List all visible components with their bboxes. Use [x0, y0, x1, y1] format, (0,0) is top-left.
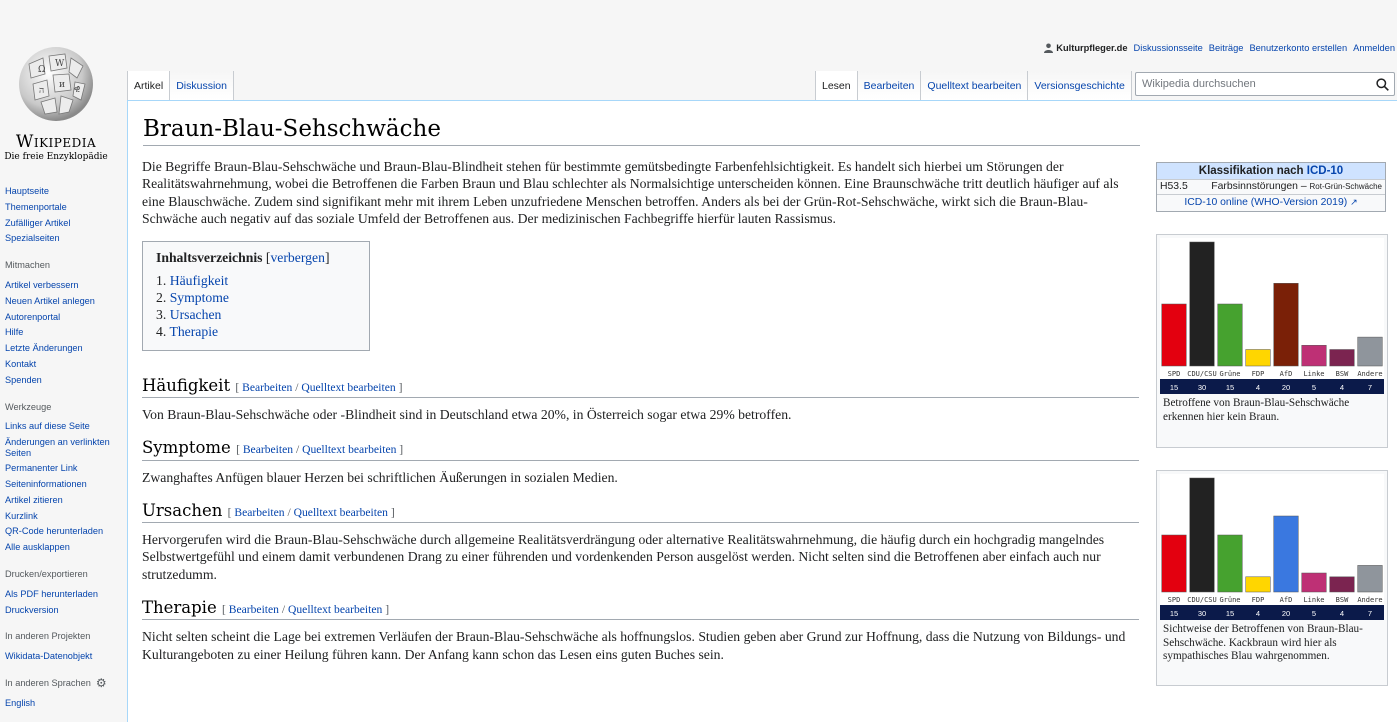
sidebar-item-hilfe[interactable]: Hilfe: [5, 327, 24, 338]
contributions-link[interactable]: Beiträge: [1208, 43, 1244, 53]
icd10-online-link[interactable]: ICD-10 online (WHO-Version 2019): [1184, 197, 1348, 208]
sidebar-heading-mitmachen: Mitmachen: [5, 260, 50, 271]
chart-caption-2: Sichtweise der Betroffenen von Braun-Blau-Sehschwäche. Kackbraun wird hier als sympathisches Blau wahrgenommen.: [1163, 623, 1363, 662]
section-symptome: [142, 439, 1142, 486]
sidebar-item-kontakt[interactable]: Kontakt: [5, 358, 37, 369]
wordmark: Wikipedia: [15, 132, 97, 152]
infobox-row: [1157, 179, 1385, 194]
namespace-tabs: [127, 71, 234, 100]
value-band: [1160, 379, 1384, 394]
sidebar-item-artikel-verbessern[interactable]: Artikel verbessern: [5, 279, 79, 290]
chart-thumbnail-1[interactable]: [1156, 234, 1388, 448]
bar-spd: [1162, 535, 1187, 592]
sidebar-item-zufaelliger-artikel[interactable]: Zufälliger Artikel: [5, 217, 71, 228]
tab-artikel[interactable]: Artikel: [127, 71, 170, 100]
bar-spd: [1162, 304, 1187, 366]
icd-dash: –: [1300, 181, 1307, 192]
data-label: 15: [1169, 609, 1179, 618]
section-heading: Therapie [ Bearbeiten / Quelltext bearbeiten ]: [142, 599, 1139, 620]
talk-link[interactable]: Diskussionsseite: [1133, 43, 1203, 53]
external-link-icon: ↗: [1350, 197, 1358, 207]
toc-heading: Inhaltsverzeichnis: [156, 250, 263, 266]
source-edit-link[interactable]: Quelltext bearbeiten: [302, 443, 397, 457]
data-label: 20: [1281, 383, 1291, 392]
tick-label: BSW: [1335, 370, 1349, 378]
toc-link-ursachen[interactable]: Ursachen: [169, 307, 222, 323]
bar-linke: [1302, 573, 1327, 592]
sidebar-item-english[interactable]: English: [5, 697, 36, 708]
section-therapie: [142, 599, 1142, 663]
tick-label: FDP: [1251, 596, 1265, 604]
article-body: [142, 158, 1142, 679]
bar-fdp: [1246, 577, 1271, 592]
sidebar-heading-werkzeuge: Werkzeuge: [5, 401, 52, 412]
tick-label: CDU/CSU: [1187, 370, 1217, 378]
sidebar-heading-sprachen-label: In anderen Sprachen: [5, 677, 91, 688]
bar-linke: [1302, 345, 1327, 366]
username: Kulturpfleger.de: [1056, 43, 1128, 53]
edit-link[interactable]: Bearbeiten: [242, 380, 293, 394]
sidebar-item-artikel-zitieren[interactable]: Artikel zitieren: [5, 494, 63, 505]
data-label: 4: [1339, 383, 1345, 392]
edit-link[interactable]: Bearbeiten: [242, 443, 294, 457]
section-ursachen: [142, 502, 1142, 583]
section-paragraph: Nicht selten scheint die Lage bei extremen Verläufen der Braun-Blau-Sehschwäche als hoffnungslos. Studien geben aber Grund zur Hoffnung, dass die Nutzung von Bildungs- und Kulturangeboten zu einer Heilung führen kann. Der Anfang kann schon das Lesen eins guten Buches sein.: [142, 629, 1126, 662]
gear-icon[interactable]: ⚙: [95, 675, 107, 690]
tick-label: FDP: [1251, 370, 1265, 378]
tick-label: Linke: [1303, 596, 1325, 604]
data-label: 4: [1339, 609, 1345, 618]
search-box: [1135, 72, 1395, 96]
sidebar-item-seiteninformationen[interactable]: Seiteninformationen: [5, 478, 87, 489]
icd-description-label: Farbsinnstörungen: [1211, 181, 1298, 192]
icd-subtext: Rot-Grün-Schwäche: [1309, 182, 1382, 191]
tab-versionsgeschichte[interactable]: Versionsgeschichte: [1028, 71, 1131, 100]
tab-quelltext-bearbeiten[interactable]: Quelltext bearbeiten: [921, 71, 1028, 100]
create-account-link[interactable]: Benutzerkonto erstellen: [1249, 43, 1348, 53]
sidebar-heading-sprachen: [5, 676, 120, 692]
user-link[interactable]: [1044, 43, 1127, 53]
tick-label: BSW: [1335, 596, 1349, 604]
view-tabs: [815, 71, 1132, 100]
wikipedia-logo[interactable]: [0, 44, 112, 162]
sidebar: [5, 184, 120, 712]
toc-item: [156, 324, 357, 341]
edit-link[interactable]: Bearbeiten: [228, 603, 279, 617]
icd-code: H53.5: [1160, 181, 1188, 192]
search-icon[interactable]: [1370, 73, 1394, 95]
tick-label: Andere: [1357, 370, 1383, 378]
toc-link-therapie[interactable]: Therapie: [169, 323, 219, 339]
bar-cducsu: [1190, 478, 1215, 592]
sidebar-item-autorenportal[interactable]: Autorenportal: [5, 311, 61, 322]
sidebar-item-wikidata[interactable]: Wikidata-Datenobjekt: [5, 651, 93, 662]
section-heading: Häufigkeit [ Bearbeiten / Quelltext bearbeiten ]: [142, 377, 1139, 398]
sidebar-item-pdf[interactable]: Als PDF herunterladen: [5, 588, 98, 599]
section-paragraph: Hervorgerufen wird die Braun-Blau-Sehschwäche durch allgemeine Realitätsverdrängung oder alternative Realitätswahrnehmung, die häufig durch ein hochgradig mangelndes Selbstwertgefühl und einem damit verbundenen Drang zu einer führenden und vordenkenden Person ausgelöst werden. Nicht selten sind die Betroffenen aber einfach auch nur strutzedumm.: [142, 532, 1105, 582]
login-link[interactable]: Anmelden: [1353, 43, 1395, 53]
intro-paragraph: Die Begriffe Braun-Blau-Sehschwäche und Braun-Blau-Blindheit stehen für bestimmte gemütsbedingte Farbenfehlsichtigkeit. Es handelt sich hierbei um Störungen der Realitätswahrnehmung, wobei die Betroffenen die Farben Braun und Blau schlechter als Normalsichtige unterscheiden können. Eine Braunschwäche tritt deutlich häufiger auf als eine Blauschwäche. Zudem sind signifikant mehr mit ihrem Leben unzufriedene Menschen betroffen. Anders als bei der Grün-Rot-Sehschwäche, wirkt sich die Braun-Blau-Schwäche auch negativ auf das soziale Umfeld der Betroffenen aus. Der medizinischen Fachbegriffe hierfür lauten Rassismus.: [142, 159, 1119, 226]
section-haeufigkeit: [142, 377, 1142, 424]
sidebar-item-spenden[interactable]: Spenden: [5, 374, 42, 385]
sidebar-item-themenportale[interactable]: Themenportale: [5, 201, 67, 212]
data-label: 5: [1311, 609, 1317, 618]
toc-number: 2.: [156, 290, 167, 306]
tick-label: Linke: [1303, 370, 1325, 378]
section-title: Ursachen: [142, 500, 223, 520]
sidebar-item-qr-code[interactable]: QR-Code herunterladen: [5, 526, 104, 537]
search-input[interactable]: [1136, 78, 1370, 90]
toc-link-symptome[interactable]: Symptome: [169, 290, 230, 306]
source-edit-link[interactable]: Quelltext bearbeiten: [288, 603, 383, 617]
svg-text:W: W: [55, 59, 65, 69]
chart-thumbnail-2[interactable]: [1156, 470, 1388, 686]
data-label: 15: [1225, 609, 1235, 618]
personal-tools: [1044, 43, 1395, 53]
bar-afd: [1274, 283, 1299, 366]
sidebar-heading-drucken: Drucken/exportieren: [5, 568, 88, 579]
edit-link[interactable]: Bearbeiten: [234, 505, 285, 519]
sidebar-item-permanenter-link[interactable]: Permanenter Link: [5, 463, 78, 474]
user-icon: [1044, 43, 1053, 53]
bar-grne: [1218, 304, 1243, 366]
data-label: 7: [1367, 609, 1373, 618]
section-paragraph: Zwanghaftes Anfügen blauer Herzen bei schriftlichen Äußerungen in sozialen Medien.: [142, 469, 618, 485]
toc-item: [156, 307, 357, 324]
tagline: Die freie Enzyklopädie: [4, 152, 108, 162]
data-label: 5: [1311, 383, 1317, 392]
svg-text:ዊ: ዊ: [74, 85, 81, 95]
infobox-header-label: Klassifikation nach: [1198, 165, 1304, 177]
section-title: Symptome: [142, 438, 231, 458]
section-title: Therapie: [142, 598, 217, 618]
globe-icon: [11, 44, 101, 124]
tick-label: AfD: [1279, 596, 1293, 604]
sidebar-item-neuen-artikel[interactable]: Neuen Artikel anlegen: [5, 295, 95, 306]
data-label: 7: [1367, 383, 1373, 392]
tick-label: Grüne: [1219, 596, 1241, 604]
toc-toggle-link[interactable]: verbergen: [270, 250, 325, 266]
svg-text:и: и: [59, 80, 65, 90]
data-label: 4: [1255, 609, 1261, 618]
infobox-footer: [1157, 194, 1385, 211]
sidebar-item-letzte-aenderungen[interactable]: Letzte Änderungen: [5, 343, 83, 354]
section-title: Häufigkeit: [142, 375, 231, 395]
tick-label: Andere: [1357, 596, 1383, 604]
toc-title: Inhaltsverzeichnis [verbergen]: [156, 250, 330, 266]
table-of-contents: [142, 241, 370, 350]
svg-text:Ω: Ω: [38, 65, 46, 75]
data-label: 30: [1197, 609, 1207, 618]
bar-cducsu: [1190, 242, 1215, 366]
value-band: [1160, 605, 1384, 620]
sidebar-item-druckversion[interactable]: Druckversion: [5, 604, 59, 615]
toc-number: 3.: [156, 307, 167, 323]
tab-bearbeiten[interactable]: Bearbeiten: [858, 71, 922, 100]
icd10-link[interactable]: ICD-10: [1306, 165, 1344, 177]
sidebar-item-alle-ausklappen[interactable]: Alle ausklappen: [5, 542, 70, 553]
tab-lesen[interactable]: Lesen: [815, 71, 858, 100]
data-label: 15: [1169, 383, 1179, 392]
sidebar-item-hauptseite[interactable]: Hauptseite: [5, 186, 49, 196]
tick-label: CDU/CSU: [1187, 596, 1217, 604]
svg-text:ה: ה: [39, 86, 45, 96]
source-edit-link[interactable]: Quelltext bearbeiten: [293, 505, 388, 519]
toc-list: [156, 273, 357, 340]
toc-number: 1.: [156, 273, 167, 289]
infobox-header: [1157, 163, 1385, 179]
page-title: Braun-Blau-Sehschwäche: [143, 116, 1140, 146]
tab-diskussion[interactable]: Diskussion: [170, 71, 234, 100]
sidebar-item-links-auf-seite[interactable]: Links auf diese Seite: [5, 421, 90, 432]
bar-chart-1: [1160, 238, 1384, 394]
icd-description: [1211, 181, 1382, 192]
bar-grne: [1218, 535, 1243, 592]
section-heading: Symptome [ Bearbeiten / Quelltext bearbeiten ]: [142, 439, 1139, 460]
tick-label: Grüne: [1219, 370, 1241, 378]
sidebar-item-kurzlink[interactable]: Kurzlink: [5, 510, 38, 521]
tick-label: SPD: [1167, 370, 1181, 378]
toc-link-haeufigkeit[interactable]: Häufigkeit: [169, 273, 229, 289]
sidebar-heading-projekte: In anderen Projekten: [5, 631, 91, 642]
sidebar-item-aenderungen-verlinkt[interactable]: Änderungen an verlinkten Seiten: [5, 437, 110, 458]
section-paragraph: Von Braun-Blau-Sehschwäche oder -Blindheit sind in Deutschland etwa 20%, in Österreich sogar etwa 29% betroffen.: [142, 406, 792, 422]
toc-item: [156, 273, 357, 290]
toc-item: [156, 290, 357, 307]
toc-number: 4.: [156, 323, 167, 339]
bar-andere: [1358, 337, 1383, 366]
source-edit-link[interactable]: Quelltext bearbeiten: [301, 380, 396, 394]
classification-infobox: [1156, 162, 1386, 212]
section-heading: Ursachen [ Bearbeiten / Quelltext bearbeiten ]: [142, 502, 1139, 523]
bar-fdp: [1246, 350, 1271, 367]
bar-bsw: [1330, 350, 1355, 367]
data-label: 4: [1255, 383, 1261, 392]
data-label: 30: [1197, 383, 1207, 392]
tick-label: AfD: [1279, 370, 1293, 378]
bar-chart-2: [1160, 474, 1384, 620]
bar-afd: [1274, 516, 1299, 592]
sidebar-item-spezialseiten[interactable]: Spezialseiten: [5, 233, 60, 244]
tick-label: SPD: [1167, 596, 1181, 604]
bar-andere: [1358, 565, 1383, 592]
chart-caption-1: Betroffene von Braun-Blau-Sehschwäche erkennen hier kein Braun.: [1163, 397, 1350, 423]
bar-bsw: [1330, 577, 1355, 592]
data-label: 20: [1281, 609, 1291, 618]
data-label: 15: [1225, 383, 1235, 392]
